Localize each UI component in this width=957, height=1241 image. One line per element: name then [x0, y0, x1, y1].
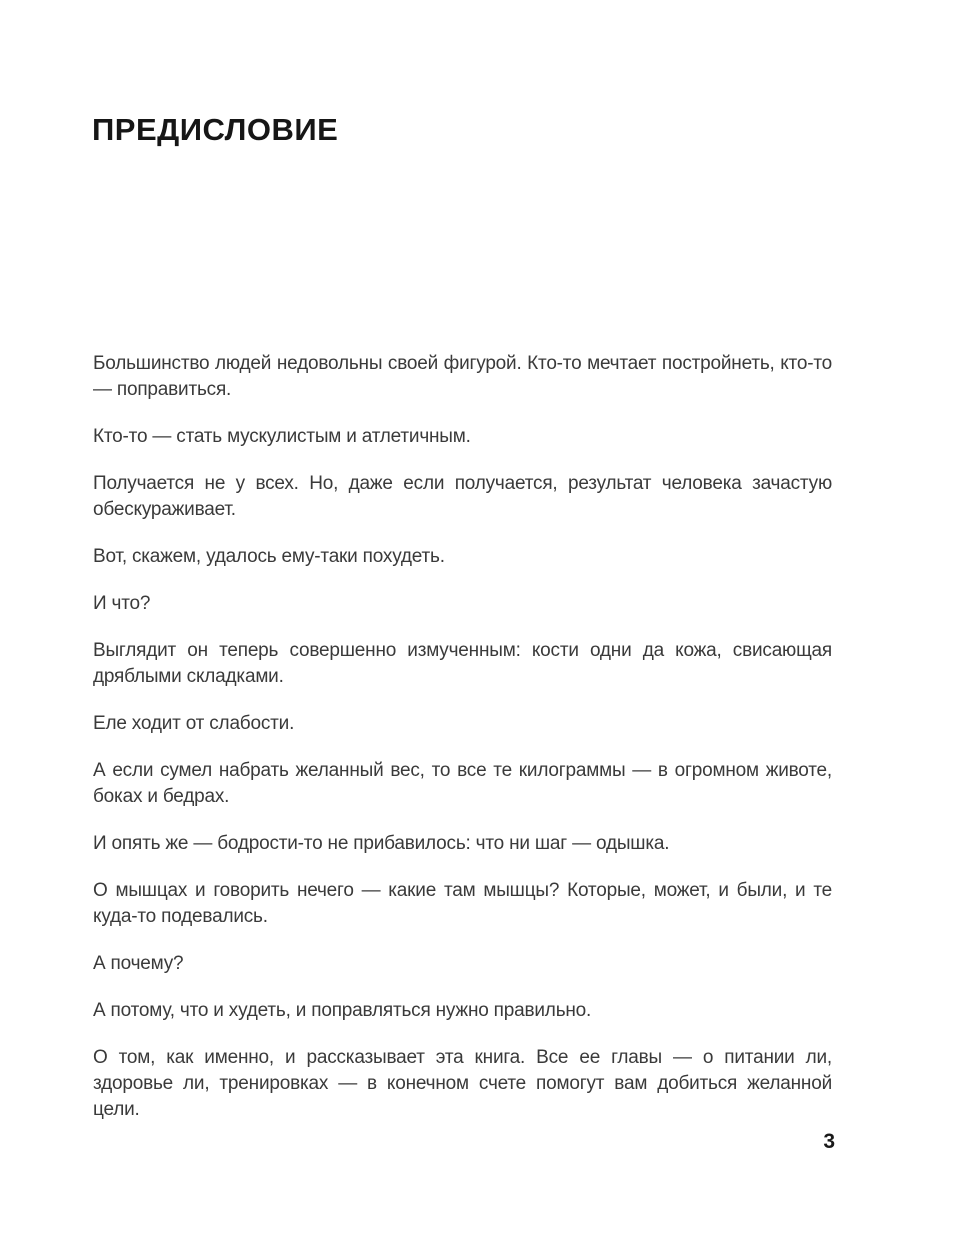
paragraph: Получается не у всех. Но, даже если получается, результат человека зачастую обескураживает.: [93, 473, 832, 520]
page-number: 3: [823, 1130, 835, 1153]
paragraph: Большинство людей недовольны своей фигурой. Кто-то мечтает постройнеть, кто-то — поправиться.: [93, 353, 832, 400]
paragraph: А если сумел набрать желанный вес, то все те килограммы — в огромном животе, боках и бедрах.: [93, 760, 832, 807]
paragraph: О том, как именно, и рассказывает эта книга. Все ее главы — о питании ли, здоровье ли, тренировках — в конечном счете помогут вам добиться желанной цели.: [93, 1047, 832, 1120]
paragraph: И что?: [93, 593, 151, 614]
chapter-title: ПРЕДИСЛОВИЕ: [92, 112, 339, 147]
paragraphs: [93, 351, 832, 1123]
paragraph: Вот, скажем, удалось ему-таки похудеть.: [93, 546, 445, 567]
paragraph: А потому, что и худеть, и поправляться нужно правильно.: [93, 1000, 592, 1021]
paragraph: Выглядит он теперь совершенно измученным: кости одни да кожа, свисающая дряблыми складками.: [93, 640, 832, 687]
paragraph: И опять же — бодрости-то не прибавилось: что ни шаг — одышка.: [93, 833, 670, 854]
paragraph: О мышцах и говорить нечего — какие там мышцы? Которые, может, и были, и те куда-то подевались.: [93, 880, 832, 927]
paragraph: Кто-то — стать мускулистым и атлетичным.: [93, 426, 471, 447]
paragraph: А почему?: [93, 953, 184, 974]
paragraph: Еле ходит от слабости.: [93, 713, 295, 734]
